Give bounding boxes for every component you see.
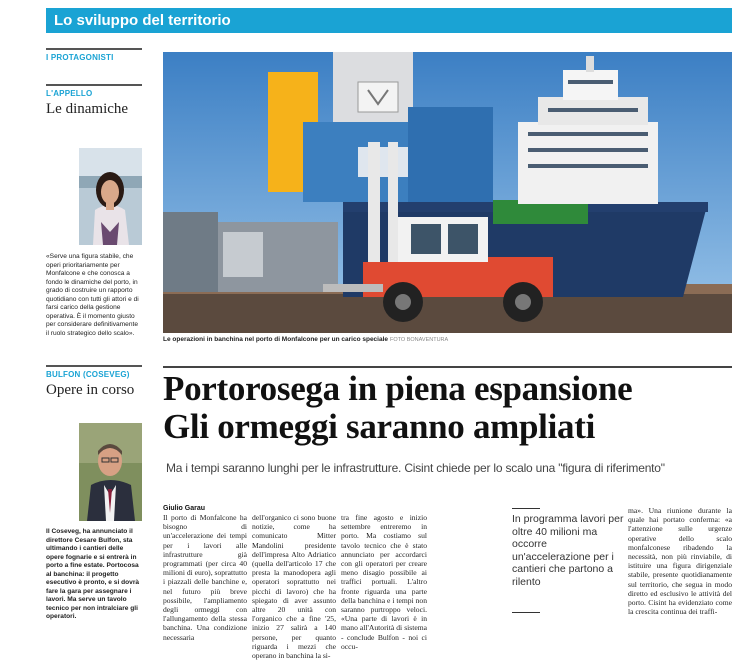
sidebar-quote: «Serve una figura stabile, che operi prioritariamente per Monfalcone e che conosca a fondo le dinamiche del porto, in grado di costruire un rapporto quotidiano con tutti gli attori e di farsi carico della gestione operativa. È il momento giusto per considerare definitivamente il ruolo strategico dello scalo». <box>46 253 139 337</box>
sidebar-kicker: BULFON (COSEVEG) <box>46 370 130 379</box>
portrait-image <box>79 423 142 521</box>
sidebar-block-appello <box>46 84 142 118</box>
article-headline <box>163 370 738 446</box>
photo-credit: FOTO BONAVENTURA <box>390 337 449 343</box>
article-byline: Giulio Garau <box>163 505 206 512</box>
sidebar-bulfon-text: Il Coseveg, ha annunciato il direttore Cesare Bulfon, sta ultimando i cantieri delle opere fognarie e si entrerà in porto a fine estate. Portocosa al banchina: il progetto esecutivo è pronto, e si dovrà fare la gara per assegnare i lavori. Ma serve un tavolo tecnico per non intralciare gli operatori. <box>46 528 140 620</box>
pullquote-rule-bottom <box>512 612 540 613</box>
article-column-3: tra fine agosto e inizio settembre entreremo in porto. Ma costiamo sul tavolo tecnico che è stato annunciato per accordarci con gli operatori per creare meno disagio possibile ai traffici portuali. L'altro fronte riguarda una parte della banchina e i tempi non saranno purtroppo veloci. «Una parte di lavori è in mano all'Autorità di sistema - conclude Bulfon - noi ci occu- <box>341 513 427 651</box>
caption-text: Le operazioni in banchina nel porto di Monfalcone per un carico speciale <box>163 336 389 343</box>
headline-divider <box>163 366 732 368</box>
sidebar-kicker: L'APPELLO <box>46 89 93 98</box>
section-header-bar <box>46 8 732 33</box>
divider <box>46 365 142 367</box>
portrait-photo-cisint <box>79 148 142 245</box>
sidebar-title: Le dinamiche <box>46 101 129 117</box>
sidebar-title: Opere in corso <box>46 382 135 398</box>
sidebar-block-bulfon <box>46 365 142 399</box>
photo-caption <box>163 336 732 343</box>
article-pullquote: In programma lavori per oltre 40 milioni ma occorre un'accelerazione per i cantieri che partono a rilento <box>512 513 624 588</box>
article-column-1: Il porto di Monfalcone ha bisogno di un'accelerazione dei tempi per i lavori alle infrastrutture già programmati (per circa 40 milioni di euro), soprattutto i piazzali delle banchine e, nel futuro più breve possibile, l'ampliamento degli ormeggi con l'allungamento della stessa banchina. Una condizione necessaria <box>163 513 247 642</box>
article-column-2: dell'organico ci sono buone notizie, come ha comunicato Mitter Mandolini presidente dell'impresa Alto Adriatico (quella dell'articolo 17 che presta la manodopera agli operatori soprattutto nei picchi di lavoro) che ha spiegato di aver assunto altre 20 unità con l'organico che a fine '25, inizio 27 salirà a 140 persone, per quanto riguarda i mezzi che operano in banchina la si- <box>252 513 336 660</box>
divider <box>46 48 142 50</box>
portrait-image <box>79 148 142 245</box>
sidebar-kicker: I PROTAGONISTI <box>46 53 114 62</box>
pullquote-rule-top <box>512 508 540 509</box>
divider <box>46 84 142 86</box>
headline-line-1: Portorosega in piena espansione <box>163 369 633 408</box>
section-title: Lo sviluppo del territorio <box>54 12 231 29</box>
port-scene-image <box>163 52 732 333</box>
portrait-photo-bulfon <box>79 423 142 521</box>
sidebar-block-protagonisti <box>46 48 142 62</box>
article-column-4: ma». Una riunione durante la quale hai portato conferma: «a l'attenzione sulle urgenze operative dello scalo monfalconese ribadendo la necessità, non più rinviabile, di istituire una figura dirigenziale stabile, presente quotidianamente sul territorio, che segua in modo diretto ed esclusivo le attività del porto. Cisint ha evidenziato come la crescita continua dei traffi- <box>628 506 732 617</box>
main-photo-port <box>163 52 732 333</box>
headline-line-2: Gli ormeggi saranno ampliati <box>163 407 596 446</box>
article-subhead: Ma i tempi saranno lunghi per le infrastrutture. Cisint chiede per lo scalo una "figura di riferimento" <box>166 461 665 475</box>
